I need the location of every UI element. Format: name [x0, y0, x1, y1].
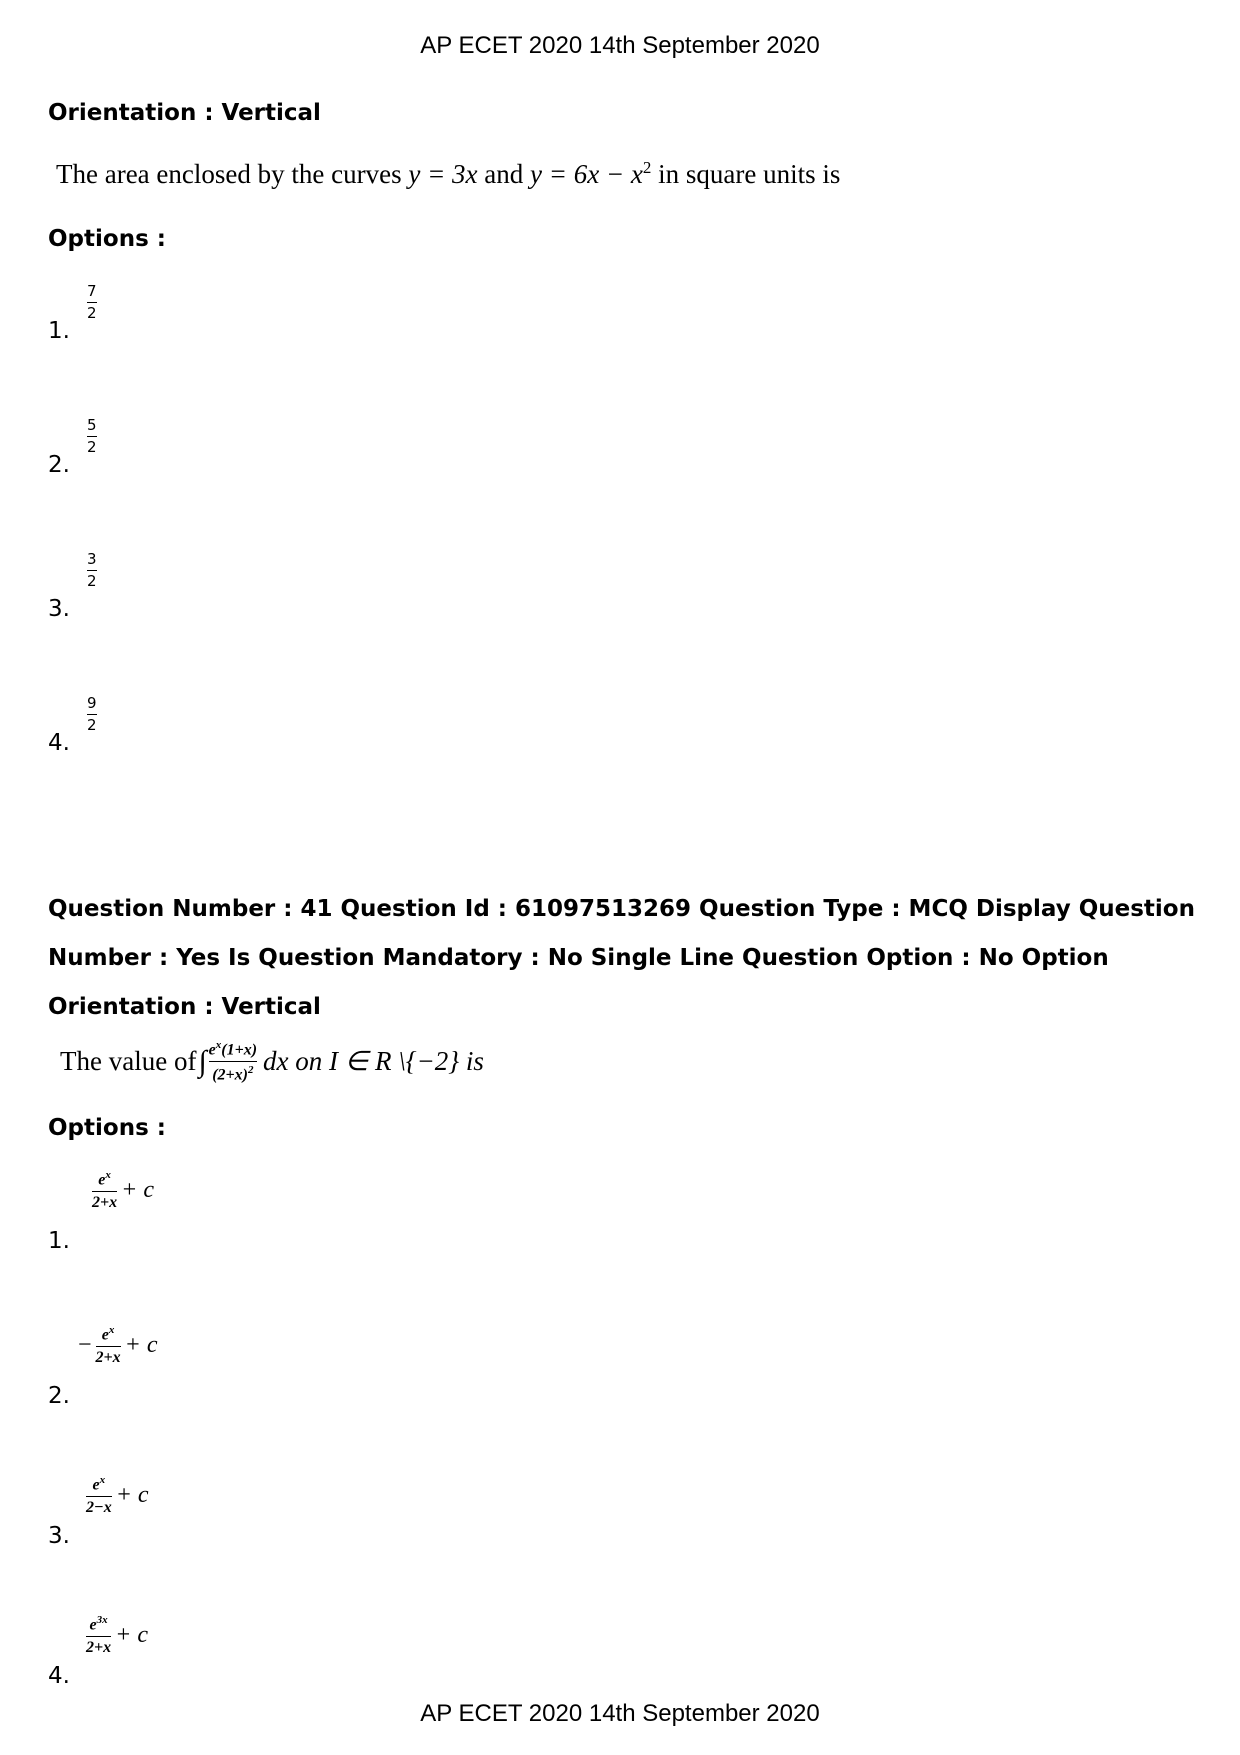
q40-text-post: in square units is — [658, 159, 841, 189]
page-header: AP ECET 2020 14th September 2020 — [420, 32, 820, 59]
q41-orientation: Orientation : Vertical — [48, 994, 321, 1020]
q40-option-3-number: 3. — [48, 596, 70, 622]
q41-option-3-tail: + c — [115, 1482, 149, 1509]
q41-option-1-num-sup: x — [105, 1169, 111, 1181]
q41-option-1-expression — [88, 1170, 154, 1211]
fraction-bar — [86, 1496, 112, 1497]
q41-option-3-num-sup: x — [99, 1474, 106, 1486]
q41-option-2-expression — [74, 1325, 158, 1366]
q41-option-1-number: 1. — [48, 1228, 70, 1254]
q40-option-3-numerator: 3 — [87, 550, 97, 568]
fraction-bar — [92, 1191, 117, 1192]
q40-option-1-number: 1. — [48, 318, 70, 344]
q40-option-4-numerator: 9 — [87, 694, 97, 712]
fraction-bar — [96, 1346, 121, 1347]
q40-question-text — [56, 158, 840, 190]
q40-orientation: Orientation : Vertical — [48, 100, 321, 126]
fraction-bar — [87, 302, 97, 303]
q41-option-2-num-base: e — [101, 1326, 109, 1344]
q41-option-1-fraction — [92, 1170, 117, 1211]
q40-option-3-denominator: 2 — [87, 572, 97, 590]
q40-option-4-fraction — [87, 696, 97, 733]
q40-option-2-number: 2. — [48, 452, 70, 478]
q41-option-2-tail: + c — [124, 1332, 158, 1359]
q41-integrand-denominator — [212, 1065, 253, 1083]
q41-option-4-num-base: e — [89, 1616, 97, 1634]
q40-option-3-fraction — [87, 552, 97, 589]
q41-option-4-denominator: 2+x — [86, 1639, 112, 1657]
q41-question-text — [60, 1040, 484, 1084]
q41-option-3-denominator: 2−x — [86, 1499, 112, 1517]
q41-text-mid: dx on I ∈ R \{−2} is — [263, 1046, 484, 1077]
q41-option-3-expression — [82, 1475, 149, 1516]
fraction-bar — [87, 714, 97, 715]
q41-option-2-num-sup: x — [108, 1324, 115, 1336]
q40-option-1-numerator: 7 — [87, 282, 97, 300]
fraction-bar — [87, 570, 97, 571]
q40-option-1-denominator: 2 — [87, 304, 97, 322]
q41-num-sup: x — [215, 1039, 222, 1051]
fraction-bar — [87, 436, 97, 437]
q41-option-3-number: 3. — [48, 1523, 70, 1549]
q41-option-4-fraction — [86, 1615, 111, 1656]
q40-option-2-denominator: 2 — [87, 438, 97, 456]
q40-eq2: y = 6x − x — [530, 159, 643, 189]
q41-option-3-fraction — [86, 1475, 112, 1516]
q41-options-label: Options : — [48, 1115, 166, 1141]
q40-eq2-sup: 2 — [642, 158, 652, 177]
integral-sign: ∫ — [198, 1044, 207, 1078]
q41-option-3-num-base: e — [92, 1476, 100, 1494]
q41-num-tail: (1+x) — [221, 1041, 258, 1059]
q40-and: and — [484, 159, 531, 189]
q41-meta-line-2: Number : Yes Is Question Mandatory : No Single Line Question Option : No Option — [48, 945, 1109, 971]
q41-den-sup: 2 — [247, 1064, 254, 1077]
q41-option-2-number: 2. — [48, 1383, 70, 1409]
q41-option-4-expression — [82, 1615, 148, 1656]
q41-meta-line-1: Question Number : 41 Question Id : 61097513269 Question Type : MCQ Display Question — [48, 896, 1195, 922]
q41-option-2-sign: − — [78, 1332, 92, 1359]
q40-text-pre: The area enclosed by the curves — [56, 159, 409, 189]
fraction-bar — [209, 1061, 257, 1062]
q41-num-base: e — [208, 1041, 216, 1059]
q40-option-4-number: 4. — [48, 730, 70, 756]
q41-option-3-numerator — [93, 1475, 106, 1493]
q41-option-1-numerator — [98, 1170, 111, 1188]
q41-option-1-num-base: e — [98, 1171, 106, 1189]
q41-option-4-numerator — [90, 1615, 108, 1633]
q41-option-2-fraction — [96, 1325, 121, 1366]
q41-option-2-denominator: 2+x — [95, 1349, 121, 1367]
q40-eq1: y = 3x — [408, 159, 478, 189]
page-footer: AP ECET 2020 14th September 2020 — [420, 1700, 820, 1727]
q41-option-1-denominator: 2+x — [92, 1194, 118, 1212]
q41-text-pre: The value of — [60, 1046, 197, 1077]
q41-den-base: (2+x) — [212, 1066, 248, 1084]
q41-option-4-number: 4. — [48, 1663, 70, 1689]
q40-options-label: Options : — [48, 226, 166, 252]
q40-option-2-numerator: 5 — [87, 416, 97, 434]
q41-option-4-num-sup: 3x — [96, 1614, 108, 1626]
q41-option-2-numerator — [102, 1325, 115, 1343]
q41-option-1-tail: + c — [121, 1177, 154, 1204]
fraction-bar — [86, 1636, 111, 1637]
q41-integrand-numerator — [209, 1040, 257, 1058]
q41-option-4-tail: + c — [115, 1622, 148, 1649]
q40-option-4-denominator: 2 — [87, 716, 97, 734]
q40-option-2-fraction — [87, 418, 97, 455]
q41-integrand-fraction — [209, 1040, 257, 1084]
q40-option-1-fraction — [87, 284, 97, 321]
